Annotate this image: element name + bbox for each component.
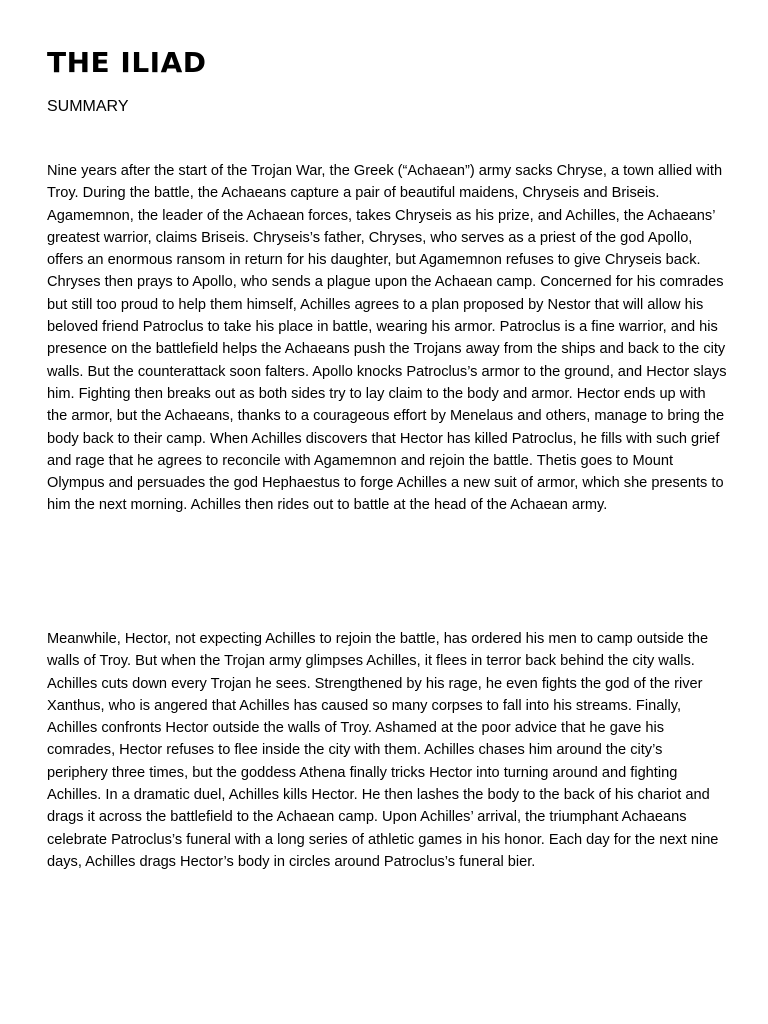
document-subtitle: SUMMARY bbox=[47, 98, 129, 115]
summary-paragraph-2: Meanwhile, Hector, not expecting Achilles to rejoin the battle, has ordered his men to camp outside the walls of Troy. But when the Trojan army glimpses Achilles, it flees in terror back behind the city walls. Achilles cuts down every Trojan he sees. Strengthened by his rage, he even fights the god of the river Xanthus, who is angered that Achilles has caused so many corpses to fall into his streams. Finally, Achilles confronts Hector outside the walls of Troy. Ashamed at the poor advice that he gave his comrades, Hector refuses to flee inside the city with them. Achilles chases him around the city’s periphery three times, but the goddess Athena finally tricks Hector into turning around and fighting Achilles. In a dramatic duel, Achilles kills Hector. He then lashes the body to the back of his chariot and drags it across the battlefield to the Achaean camp. Upon Achilles’ arrival, the triumphant Achaeans celebrate Patroclus’s funeral with a long series of athletic games in his honor. Each day for the next nine days, Achilles drags Hector’s body in circles around Patroclus’s funeral bier. bbox=[47, 631, 719, 870]
document-title: THE ILIAD bbox=[47, 46, 207, 79]
summary-paragraph-1: Nine years after the start of the Trojan War, the Greek (“Achaean”) army sacks Chryse, a town allied with Troy. During the battle, the Achaeans capture a pair of beautiful maidens, Chryseis and Briseis. Agamemnon, the leader of the Achaean forces, takes Chryseis as his prize, and Achilles, the Achaeans’ greatest warrior, claims Briseis. Chryseis’s father, Chryses, who serves as a priest of the god Apollo, offers an enormous ransom in return for his daughter, but Agamemnon refuses to give Chryseis back. Chryses then prays to Apollo, who sends a plague upon the Achaean camp. Concerned for his comrades but still too proud to help them himself, Achilles agrees to a plan proposed by Nestor that will allow his beloved friend Patroclus to take his place in battle, wearing his armor. Patroclus is a fine warrior, and his presence on the battlefield helps the Achaeans push the Trojans away from the ships and back to the city walls. But the counterattack soon falters. Apollo knocks Patroclus’s armor to the ground, and Hector slays him. Fighting then breaks out as both sides try to lay claim to the body and armor. Hector ends up with the armor, but the Achaeans, thanks to a courageous effort by Menelaus and others, manage to bring the body back to their camp. When Achilles discovers that Hector has killed Patroclus, he fills with such grief and rage that he agrees to reconcile with Agamemnon and rejoin the battle. Thetis goes to Mount Olympus and persuades the god Hephaestus to forge Achilles a new suit of armor, which she presents to him the next morning. Achilles then rides out to battle at the head of the Achaean army. bbox=[47, 163, 727, 514]
